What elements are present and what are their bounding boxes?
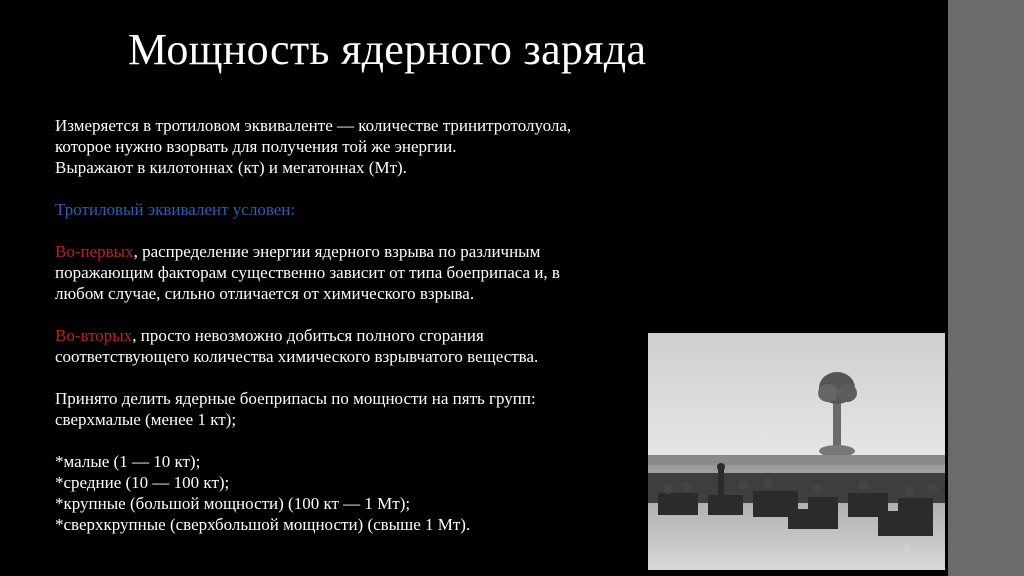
intro-line-3: Выражают в килотоннах (кт) и мегатоннах (Мт). [55, 158, 407, 177]
first-point-text: , распределение энергии ядерного взрыва по различным [133, 242, 541, 261]
slide-body [55, 115, 695, 535]
page-number: 6 [904, 544, 910, 555]
groups-intro: Принято делить ядерные боеприпасы по мощности на пять групп: [55, 389, 536, 408]
first-point-line-1 [55, 241, 695, 262]
group-item-3: *средние (10 — 100 кт); [55, 473, 230, 492]
first-point-line-3: любом случае, сильно отличается от химического взрыва. [55, 284, 475, 303]
intro-line-2: которое нужно взорвать для получения той же энергии. [55, 137, 457, 156]
group-item-4: *крупные (большой мощности) (100 кт — 1 Мт); [55, 494, 411, 513]
conditional-heading: Тротиловый эквивалент условен: [55, 200, 296, 219]
second-point-line-1 [55, 325, 695, 346]
first-marker: Во-первых [55, 242, 134, 261]
group-item-1: сверхмалые (менее 1 кт); [55, 410, 237, 429]
group-item-2: *малые (1 — 10 кт); [55, 452, 201, 471]
first-point-line-2: поражающим факторам существенно зависит от типа боеприпаса и, в [55, 263, 560, 282]
nuclear-test-photo [648, 333, 945, 570]
second-point-text: , просто невозможно добиться полного сгорания [132, 326, 484, 345]
second-point-line-2: соответствующего количества химического взрывчатого вещества. [55, 347, 539, 366]
photo-mushroom-cloud-troops-icon [648, 333, 945, 570]
second-marker: Во-вторых [55, 326, 133, 345]
side-panel [948, 0, 1024, 576]
group-item-5: *сверхкрупные (сверхбольшой мощности) (свыше 1 Мт). [55, 515, 471, 534]
intro-line-1: Измеряется в тротиловом эквиваленте — количестве тринитротолуола, [55, 116, 572, 135]
slide-title: Мощность ядерного заряда [128, 25, 647, 74]
